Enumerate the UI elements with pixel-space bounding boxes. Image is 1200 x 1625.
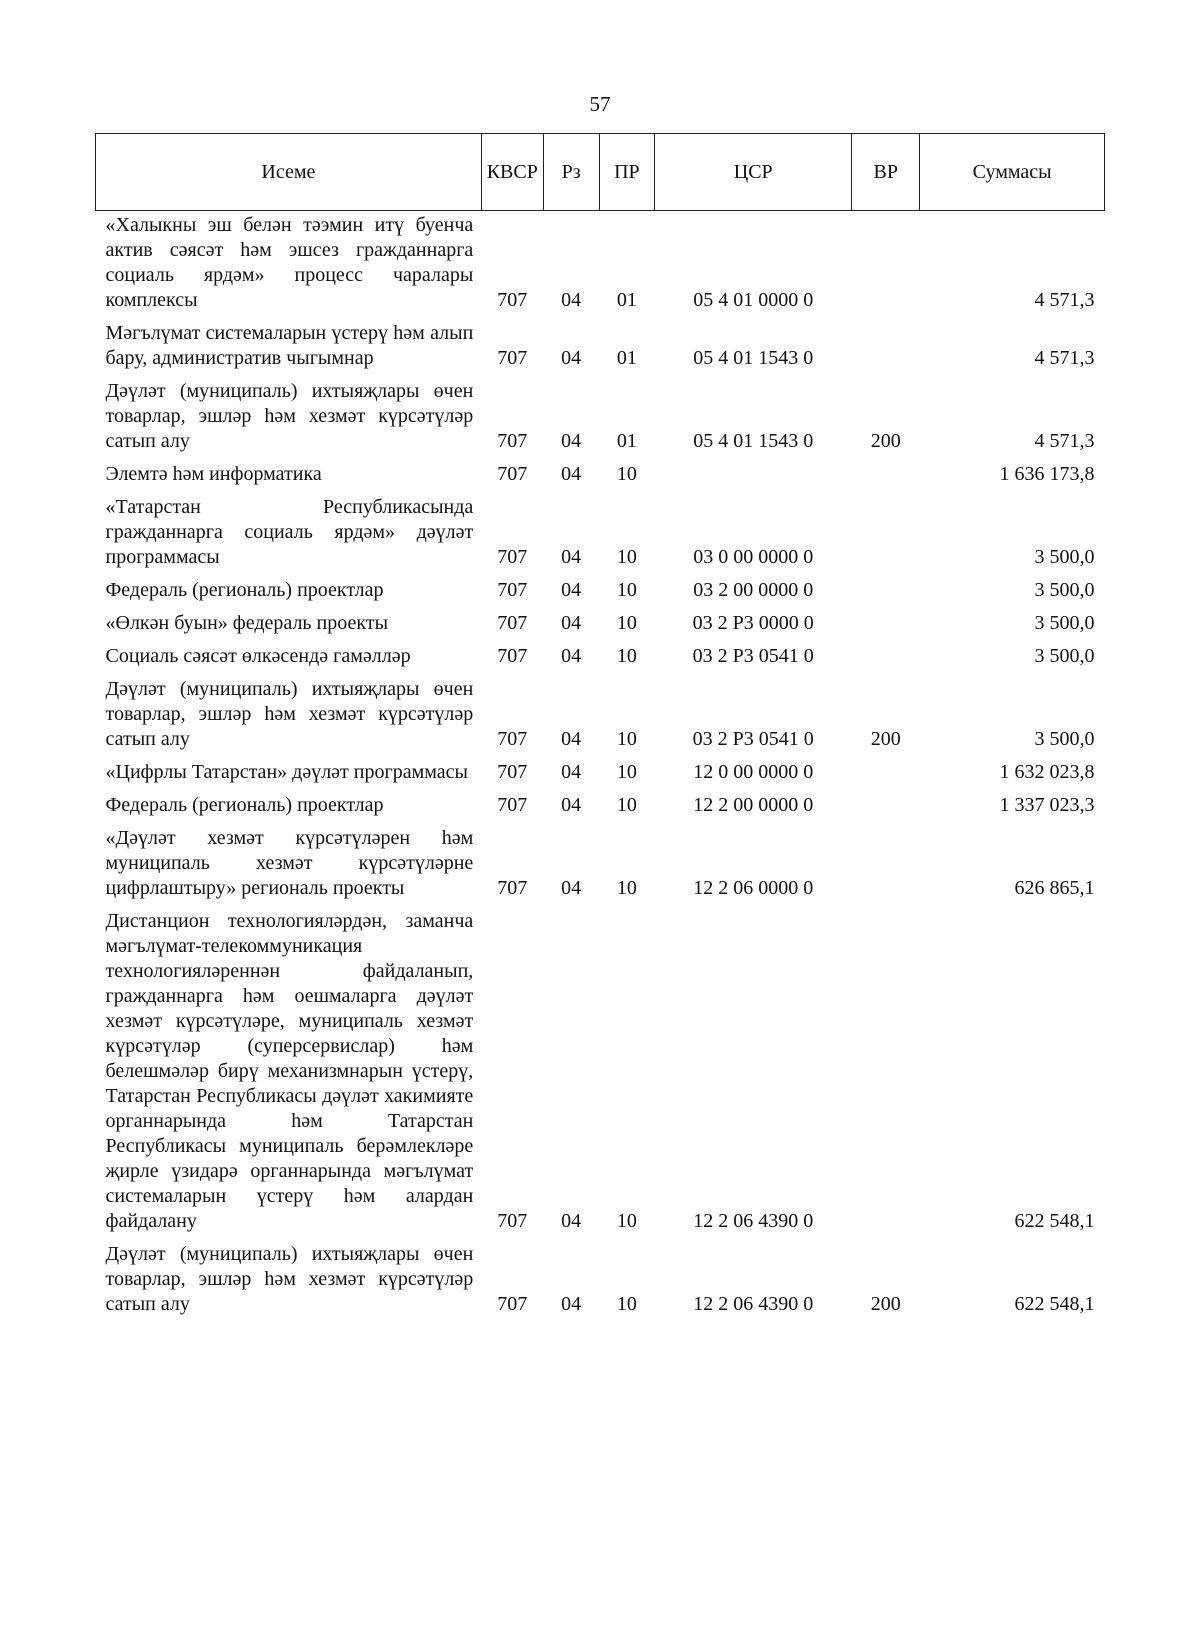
cell-pr: 01	[616, 347, 637, 369]
header-vr: ВР	[852, 134, 920, 211]
cell-vr	[852, 611, 920, 644]
header-sum: Суммасы	[920, 134, 1105, 211]
cell-pr: 10	[616, 546, 637, 568]
table-row	[96, 321, 1105, 379]
cell-sum: 622 548,1	[1014, 1293, 1095, 1315]
cell-rz: 04	[561, 579, 582, 601]
cell-sum: 1 636 173,8	[999, 463, 1095, 485]
cell-name: Дәүләт (муниципаль) ихтыяҗлары өчен товарлар, эшләр һәм хезмәт күрсәтүләр сатып алу	[105, 678, 474, 750]
table-row	[96, 211, 1105, 322]
cell-kvsr: 707	[497, 430, 528, 452]
cell-kvsr: 707	[497, 1293, 528, 1315]
cell-rz: 04	[561, 1210, 582, 1232]
cell-kvsr: 707	[497, 645, 528, 667]
cell-pr: 01	[616, 430, 637, 452]
table-row	[96, 1242, 1105, 1325]
cell-csr: 05 4 01 1543 0	[693, 430, 814, 452]
cell-kvsr: 707	[497, 289, 528, 311]
cell-csr: 03 2 00 0000 0	[693, 579, 814, 601]
table-row	[96, 644, 1105, 677]
cell-vr	[852, 909, 920, 1242]
cell-rz: 04	[561, 546, 582, 568]
cell-csr: 03 2 P3 0541 0	[692, 728, 814, 750]
cell-kvsr: 707	[497, 877, 528, 899]
cell-name: «Өлкән буын» федераль проекты	[105, 612, 389, 634]
cell-name: «Дәүләт хезмәт күрсәтүләрен һәм муниципаль хезмәт күрсәтүләрне цифрлаштыру» региональ проекты	[105, 827, 474, 899]
cell-sum: 622 548,1	[1014, 1210, 1095, 1232]
table-row	[96, 826, 1105, 909]
cell-pr: 10	[616, 728, 637, 750]
table-body	[96, 211, 1105, 1326]
cell-pr: 01	[616, 289, 637, 311]
cell-sum: 3 500,0	[1034, 645, 1095, 667]
header-csr: ЦСР	[655, 134, 852, 211]
cell-vr	[852, 321, 920, 379]
cell-vr	[852, 644, 920, 677]
cell-pr: 10	[616, 877, 637, 899]
cell-name: Федераль (региональ) проектлар	[105, 794, 384, 816]
cell-kvsr: 707	[497, 728, 528, 750]
page-number: 57	[589, 92, 611, 116]
cell-kvsr: 707	[497, 1210, 528, 1232]
table-row	[96, 760, 1105, 793]
cell-name: «Халыкны эш белән тәэмин итү буенча актив сәясәт һәм эшсез гражданнарга социаль ярдәм» процесс чаралары комплексы	[105, 214, 474, 311]
cell-vr: 200	[870, 430, 901, 452]
cell-sum: 4 571,3	[1034, 289, 1095, 311]
table-row	[96, 793, 1105, 826]
cell-csr: 12 2 00 0000 0	[693, 794, 814, 816]
cell-csr: 12 2 06 0000 0	[693, 877, 814, 899]
cell-csr: 12 0 00 0000 0	[693, 761, 814, 783]
cell-rz: 04	[561, 430, 582, 452]
table-row	[96, 462, 1105, 495]
cell-name: Дистанцион технологияләрдән, заманча мәгълүмат-телекоммуникация технологияләреннән файдаланып, гражданнарга һәм оешмаларга дәүләт хезмәт күрсәтүләре, муниципаль хезмәт күрсәтүләр (суперсервислар) һәм белешмәләр бирү механизмнарын үстерү, Татарстан Республикасы дәүләт хакимияте органнарында һәм Татарстан Республикасы муниципаль берәмлекләре җирле үзидарә органнарында мәгълүмат системаларын үстерү һәм алардан файдалану	[105, 910, 474, 1232]
cell-csr: 05 4 01 1543 0	[693, 347, 814, 369]
cell-vr	[852, 793, 920, 826]
cell-sum: 1 337 023,3	[999, 794, 1095, 816]
cell-vr: 200	[870, 728, 901, 750]
cell-name: «Татарстан Республикасында гражданнарга социаль ярдәм» дәүләт программасы	[105, 496, 474, 568]
cell-rz: 04	[561, 761, 582, 783]
cell-vr: 200	[870, 1293, 901, 1315]
cell-rz: 04	[561, 289, 582, 311]
cell-rz: 04	[561, 728, 582, 750]
cell-name: Дәүләт (муниципаль) ихтыяҗлары өчен товарлар, эшләр һәм хезмәт күрсәтүләр сатып алу	[105, 1243, 474, 1315]
cell-pr: 10	[616, 463, 637, 485]
cell-sum: 4 571,3	[1034, 347, 1095, 369]
cell-sum: 3 500,0	[1034, 546, 1095, 568]
cell-pr: 10	[616, 794, 637, 816]
cell-csr: 12 2 06 4390 0	[693, 1293, 814, 1315]
cell-pr: 10	[616, 645, 637, 667]
cell-pr: 10	[616, 579, 637, 601]
cell-kvsr: 707	[497, 761, 528, 783]
cell-rz: 04	[561, 877, 582, 899]
cell-csr: 12 2 06 4390 0	[693, 1210, 814, 1232]
cell-vr	[852, 578, 920, 611]
cell-csr: 03 2 P3 0541 0	[692, 645, 814, 667]
cell-pr: 10	[616, 612, 637, 634]
table-row	[96, 909, 1105, 1242]
cell-csr	[655, 462, 852, 495]
table-row	[96, 578, 1105, 611]
cell-pr: 10	[616, 761, 637, 783]
cell-name: Элемтә һәм информатика	[105, 463, 322, 485]
header-rz: Рз	[543, 134, 599, 211]
cell-name: Федераль (региональ) проектлар	[105, 579, 384, 601]
cell-rz: 04	[561, 347, 582, 369]
cell-pr: 10	[616, 1210, 637, 1232]
table-header-row	[96, 134, 1105, 211]
cell-csr: 03 0 00 0000 0	[693, 546, 814, 568]
header-name: Исеме	[96, 134, 482, 211]
cell-vr	[852, 495, 920, 578]
cell-rz: 04	[561, 612, 582, 634]
cell-sum: 3 500,0	[1034, 728, 1095, 750]
cell-sum: 626 865,1	[1014, 877, 1095, 899]
cell-rz: 04	[561, 794, 582, 816]
cell-rz: 04	[561, 645, 582, 667]
table-row	[96, 379, 1105, 462]
cell-kvsr: 707	[497, 579, 528, 601]
cell-csr: 05 4 01 0000 0	[693, 289, 814, 311]
cell-name: Дәүләт (муниципаль) ихтыяҗлары өчен товарлар, эшләр һәм хезмәт күрсәтүләр сатып алу	[105, 380, 474, 452]
cell-vr	[852, 760, 920, 793]
cell-vr	[852, 826, 920, 909]
cell-sum: 1 632 023,8	[999, 761, 1095, 783]
cell-name: Мәгълүмат системаларын үстерү һәм алып бару, административ чыгымнар	[105, 322, 474, 369]
cell-vr	[852, 211, 920, 322]
cell-kvsr: 707	[497, 463, 528, 485]
cell-sum: 3 500,0	[1034, 579, 1095, 601]
cell-sum: 4 571,3	[1034, 430, 1095, 452]
table-row	[96, 611, 1105, 644]
cell-vr	[852, 462, 920, 495]
cell-name: «Цифрлы Татарстан» дәүләт программасы	[105, 761, 468, 783]
cell-name: Социаль сәясәт өлкәсендә гамәлләр	[105, 645, 411, 667]
table-row	[96, 677, 1105, 760]
header-pr: ПР	[599, 134, 655, 211]
cell-kvsr: 707	[497, 612, 528, 634]
cell-kvsr: 707	[497, 794, 528, 816]
cell-csr: 03 2 P3 0000 0	[692, 612, 814, 634]
cell-sum: 3 500,0	[1034, 612, 1095, 634]
budget-table	[95, 133, 1105, 1325]
cell-kvsr: 707	[497, 347, 528, 369]
table-row	[96, 495, 1105, 578]
cell-kvsr: 707	[497, 546, 528, 568]
cell-rz: 04	[561, 463, 582, 485]
header-kvsr: КВСР	[481, 134, 543, 211]
cell-rz: 04	[561, 1293, 582, 1315]
cell-pr: 10	[616, 1293, 637, 1315]
